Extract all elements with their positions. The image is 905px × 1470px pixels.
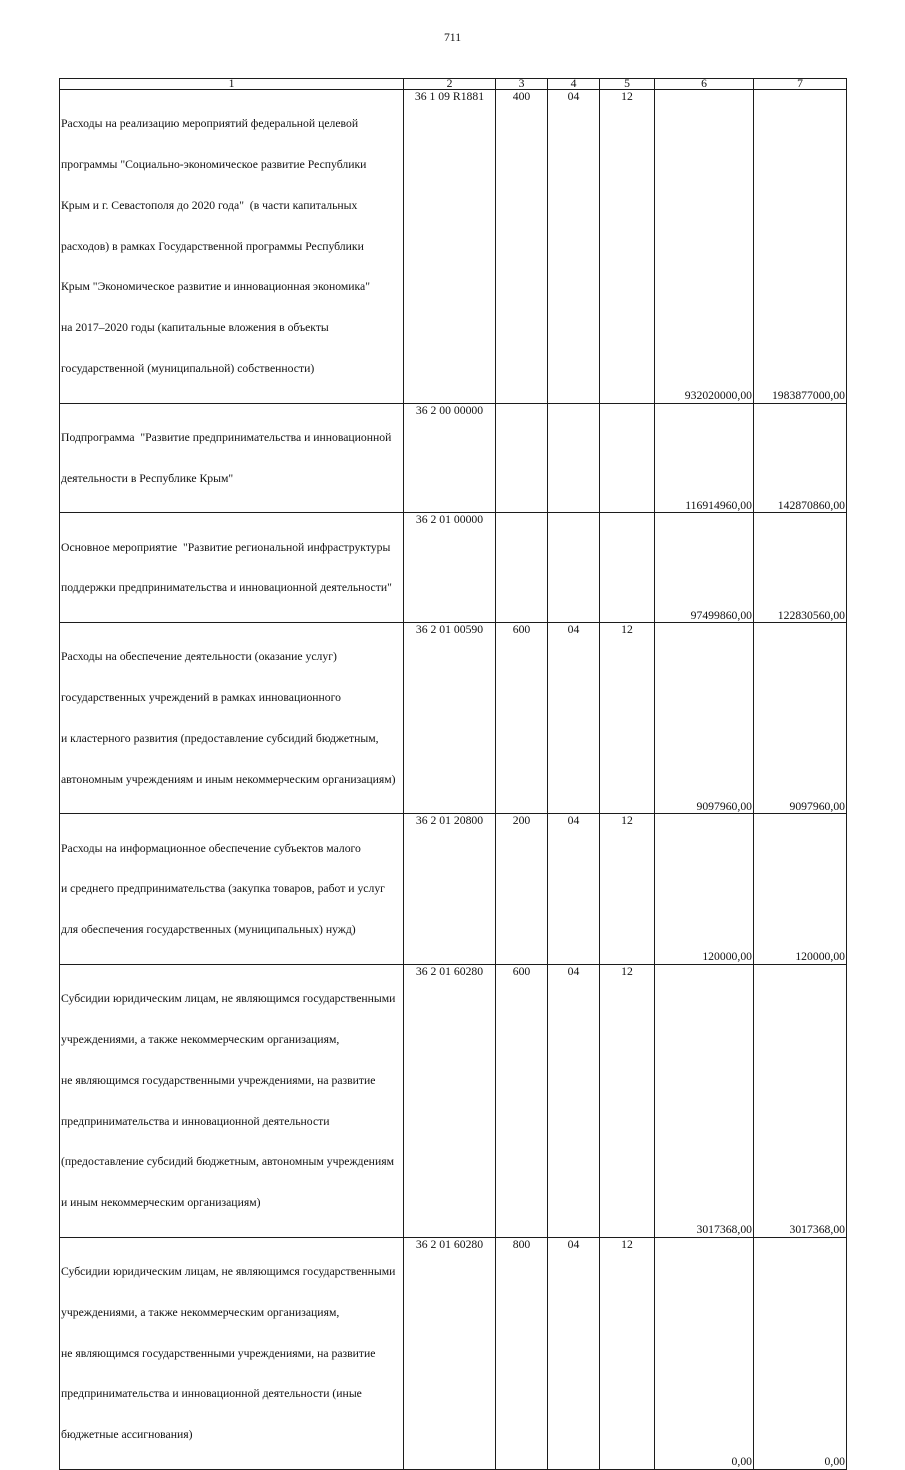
table-row <box>60 513 847 623</box>
header-cell-4: 4 <box>548 79 600 90</box>
col7-amount-cell: 122830560,00 <box>754 513 847 623</box>
description-line: Основное мероприятие "Развитие региональной инфраструктуры <box>61 540 391 554</box>
col7-amount-cell: 142870860,00 <box>754 403 847 513</box>
col5-cell: 12 <box>600 814 655 965</box>
col3-cell: 600 <box>496 623 548 814</box>
description-line: бюджетные ассигнования) <box>61 1428 193 1442</box>
description-line: и иным некоммерческим организациям) <box>61 1196 261 1210</box>
description-line: и среднего предпринимательства (закупка товаров, работ и услуг <box>61 882 385 896</box>
description-line: Расходы на информационное обеспечение субъектов малого <box>61 841 361 855</box>
col7-amount-cell: 1983877000,00 <box>754 90 847 404</box>
col5-cell <box>600 403 655 513</box>
description-line: Субсидии юридическим лицам, не являющимся государственными <box>61 1265 396 1279</box>
code-cell: 36 2 01 00000 <box>404 513 496 623</box>
col7-amount-cell: 0,00 <box>754 1237 847 1469</box>
col3-cell: 600 <box>496 965 548 1238</box>
code-cell: 36 2 00 00000 <box>404 403 496 513</box>
description-line: предпринимательства и инновационной деятельности <box>61 1114 330 1128</box>
description-line: Крым "Экономическое развитие и инновационная экономика" <box>61 280 370 294</box>
col4-cell: 04 <box>548 623 600 814</box>
col6-amount-cell: 97499860,00 <box>655 513 754 623</box>
description-line: Расходы на обеспечение деятельности (оказание услуг) <box>61 650 337 664</box>
col4-cell: 04 <box>548 1237 600 1469</box>
description-cell <box>60 814 404 965</box>
col6-amount-cell: 9097960,00 <box>655 623 754 814</box>
col6-amount-cell: 3017368,00 <box>655 965 754 1238</box>
description-line: и кластерного развития (предоставление субсидий бюджетным, <box>61 731 379 745</box>
description-line: поддержки предпринимательства и инновационной деятельности" <box>61 581 392 595</box>
description-line: расходов) в рамках Государственной программы Республики <box>61 239 364 253</box>
col4-cell: 04 <box>548 90 600 404</box>
code-cell: 36 2 01 20800 <box>404 814 496 965</box>
description-cell <box>60 1237 404 1469</box>
col5-cell: 12 <box>600 965 655 1238</box>
description-line: автономным учреждениям и иным некоммерческим организациям) <box>61 772 396 786</box>
code-cell: 36 2 01 60280 <box>404 1237 496 1469</box>
description-line: государственной (муниципальной) собственности) <box>61 361 315 375</box>
description-line: программы "Социально-экономическое развитие Республики <box>61 157 367 171</box>
col4-cell <box>548 513 600 623</box>
table-row <box>60 403 847 513</box>
col4-cell: 04 <box>548 965 600 1238</box>
col3-cell: 800 <box>496 1237 548 1469</box>
header-cell-1: 1 <box>60 79 404 90</box>
code-cell: 36 2 01 00590 <box>404 623 496 814</box>
description-cell <box>60 965 404 1238</box>
description-cell <box>60 90 404 404</box>
description-line: Подпрограмма "Развитие предпринимательства и инновационной <box>61 430 392 444</box>
col6-amount-cell: 932020000,00 <box>655 90 754 404</box>
description-line: Субсидии юридическим лицам, не являющимся государственными <box>61 992 396 1006</box>
description-cell <box>60 403 404 513</box>
col4-cell <box>548 403 600 513</box>
header-cell-7: 7 <box>754 79 847 90</box>
description-line: на 2017–2020 годы (капитальные вложения в объекты <box>61 321 329 335</box>
description-line: учреждениями, а также некоммерческим организациям, <box>61 1305 340 1319</box>
col5-cell <box>600 513 655 623</box>
table-row <box>60 90 847 404</box>
col7-amount-cell: 9097960,00 <box>754 623 847 814</box>
description-line: предпринимательства и инновационной деятельности (иные <box>61 1387 362 1401</box>
col3-cell <box>496 403 548 513</box>
description-line: государственных учреждений в рамках инновационного <box>61 691 341 705</box>
table-row <box>60 1237 847 1469</box>
col5-cell: 12 <box>600 623 655 814</box>
description-line: учреждениями, а также некоммерческим организациям, <box>61 1032 340 1046</box>
col7-amount-cell: 120000,00 <box>754 814 847 965</box>
code-cell: 36 1 09 R1881 <box>404 90 496 404</box>
description-line: не являющимся государственными учреждениями, на развитие <box>61 1073 376 1087</box>
col3-cell <box>496 513 548 623</box>
header-cell-2: 2 <box>404 79 496 90</box>
header-cell-5: 5 <box>600 79 655 90</box>
description-line: (предоставление субсидий бюджетным, автономным учреждениям <box>61 1155 394 1169</box>
page-number: 711 <box>443 31 462 44</box>
table-header-row <box>60 79 847 90</box>
col6-amount-cell: 120000,00 <box>655 814 754 965</box>
description-line: не являющимся государственными учреждениями, на развитие <box>61 1346 376 1360</box>
col5-cell: 12 <box>600 1237 655 1469</box>
col5-cell: 12 <box>600 90 655 404</box>
col3-cell: 200 <box>496 814 548 965</box>
col3-cell: 400 <box>496 90 548 404</box>
code-cell: 36 2 01 60280 <box>404 965 496 1238</box>
header-cell-6: 6 <box>655 79 754 90</box>
description-cell <box>60 513 404 623</box>
description-line: Крым и г. Севастополя до 2020 года" (в части капитальных <box>61 198 358 212</box>
col6-amount-cell: 0,00 <box>655 1237 754 1469</box>
table-row <box>60 814 847 965</box>
description-line: деятельности в Республике Крым" <box>61 471 234 485</box>
col6-amount-cell: 116914960,00 <box>655 403 754 513</box>
budget-table <box>59 78 847 1470</box>
description-cell <box>60 623 404 814</box>
description-line: Расходы на реализацию мероприятий федеральной целевой <box>61 117 359 131</box>
col4-cell: 04 <box>548 814 600 965</box>
col7-amount-cell: 3017368,00 <box>754 965 847 1238</box>
table-row <box>60 623 847 814</box>
header-cell-3: 3 <box>496 79 548 90</box>
description-line: для обеспечения государственных (муниципальных) нужд) <box>61 923 356 937</box>
table-row <box>60 965 847 1238</box>
